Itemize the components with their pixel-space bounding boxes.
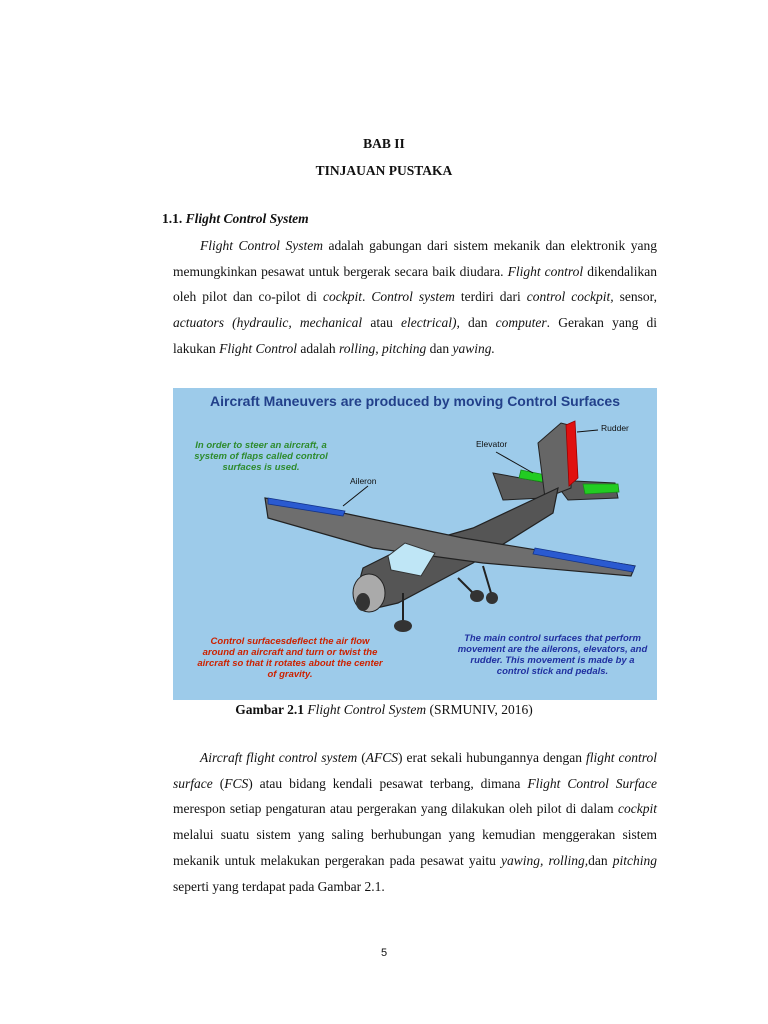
p1-term: yawing.	[452, 340, 495, 356]
p2-text: merespon setiap pengaturan atau pergerakan yang dilakukan oleh pilot di dalam	[173, 801, 619, 817]
p1-text: .	[361, 289, 372, 305]
p1-text: . Gerakan yang di lakukan	[173, 315, 657, 356]
elevator-right	[583, 484, 619, 494]
note-bottom-left: Control surfacesdeflect the air flow around an aircraft and turn or twist the aircraft so that it rotates about the center of gravity.	[197, 636, 383, 680]
p1-term: computer	[495, 315, 547, 331]
p2-text: seperti yang terdapat pada Gambar 2.1.	[173, 878, 385, 894]
p1-term: cockpit	[322, 289, 362, 305]
p2-term: cockpit	[618, 801, 657, 817]
p1-term: rolling, pitching	[339, 340, 427, 356]
figure-title: Aircraft Maneuvers are produced by moving Control Surfaces	[210, 393, 620, 409]
p2-term: pitching	[612, 852, 657, 868]
p1-term: electrical),	[400, 315, 460, 331]
p1-text: adalah	[297, 340, 339, 356]
wheel	[394, 620, 412, 632]
p1-text: atau	[362, 315, 401, 331]
label-elevator: Elevator	[476, 439, 508, 449]
caption-source: (SRMUNIV, 2016)	[429, 702, 533, 717]
p2-term: flight control surface	[173, 750, 658, 791]
p1-term: control cockpit,	[526, 289, 614, 305]
p2-term: AFCS	[365, 750, 399, 765]
figure-caption	[0, 702, 768, 718]
p2-term: Flight Control Surface	[527, 775, 658, 791]
page-number: 5	[380, 947, 388, 959]
p2-text: (	[212, 775, 225, 791]
p2-text: melalui suatu sistem yang saling berhubungan yang kemudian menggerakan sistem mekanik untuk melakukan pergerakan pada pesawat yaitu	[173, 827, 657, 868]
p2-term: FCS	[224, 775, 249, 791]
caption-label: Gambar 2.1	[235, 702, 304, 717]
p1-text: dan	[459, 315, 496, 331]
landing-gear-strut	[458, 578, 473, 593]
p1-text: terdiri dari	[454, 289, 527, 305]
p1-text: sensor,	[613, 289, 657, 305]
section-number: 1.1.	[162, 211, 183, 226]
rudder-leader-line	[577, 430, 598, 432]
wheel	[470, 590, 484, 602]
p2-term: yawing, rolling,	[501, 852, 589, 868]
section-title: Flight Control System	[185, 211, 309, 226]
p1-term: Flight Control	[219, 340, 298, 356]
p1-term: Flight control	[507, 263, 584, 279]
paragraph-1	[173, 233, 657, 362]
chapter-number: BAB II	[363, 136, 405, 151]
label-aileron: Aileron	[350, 476, 377, 486]
p1-term: Flight Control System	[200, 238, 323, 253]
p2-text: (	[357, 750, 366, 765]
p1-text: dikendalikan oleh pilot dan co-pilot di	[173, 263, 657, 305]
label-rudder: Rudder	[601, 423, 629, 433]
p2-term: Aircraft flight control system	[200, 750, 358, 765]
paragraph-2	[173, 745, 657, 899]
section-heading	[162, 211, 309, 227]
elevator-leader-line	[496, 452, 533, 473]
p1-term: Control system	[371, 289, 455, 305]
p1-term: actuators (hydraulic, mechanical	[173, 315, 363, 331]
note-top-left: In order to steer an aircraft, a system of flaps called control surfaces is used.	[194, 440, 328, 473]
caption-title: Flight Control System	[307, 702, 427, 717]
aileron-leader-line	[343, 486, 368, 506]
figure-aircraft-control-surfaces	[173, 388, 657, 700]
p2-text: ) erat sekali hubungannya dengan	[398, 750, 586, 765]
p2-text: ) atau bidang kendali pesawat terbang, dimana	[248, 775, 528, 791]
p1-text: adalah gabungan dari sistem mekanik dan elektronik yang memungkinkan pesawat untuk bergerak secara baik diudara.	[173, 238, 657, 279]
chapter-title: TINJAUAN PUSTAKA	[315, 163, 453, 178]
note-bottom-right: The main control surfaces that perform movement are the ailerons, elevators, and rudder. This movement is made by a control stick and pedals.	[457, 633, 648, 677]
p2-text: dan	[588, 852, 613, 868]
landing-gear-strut	[483, 566, 491, 593]
wheel	[486, 592, 498, 604]
p1-text: dan	[426, 340, 453, 356]
propeller-spinner	[356, 593, 370, 611]
